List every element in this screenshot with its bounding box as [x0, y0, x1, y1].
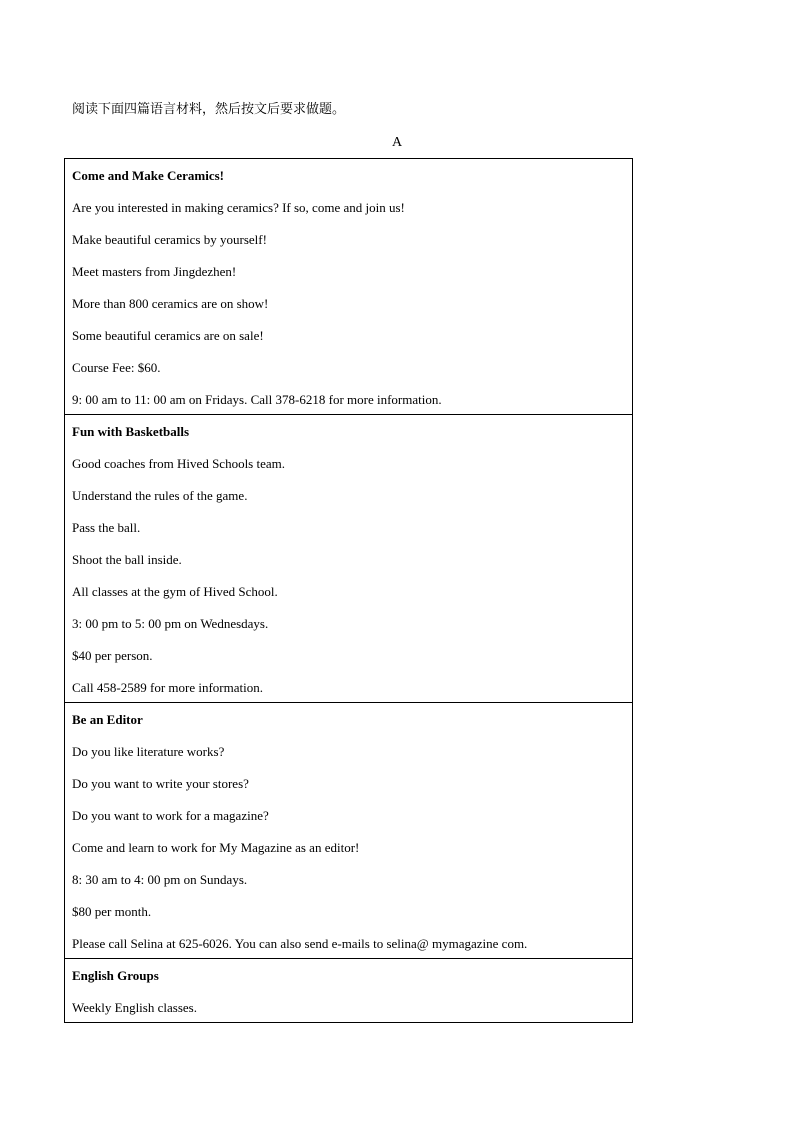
ad-title: Fun with Basketballs [72, 424, 190, 439]
ad-line: $80 per month. [72, 904, 152, 919]
ad-row [65, 159, 633, 415]
ad-line: Good coaches from Hived Schools team. [72, 456, 286, 471]
ad-line: More than 800 ceramics are on show! [72, 296, 269, 311]
ad-line: Do you like literature works? [72, 744, 225, 759]
ad-cell [65, 703, 633, 959]
ad-row [65, 703, 633, 959]
ad-line: Make beautiful ceramics by yourself! [72, 232, 267, 247]
ad-row [65, 959, 633, 1023]
ad-line: Some beautiful ceramics are on sale! [72, 328, 264, 343]
ad-line: 8: 30 am to 4: 00 pm on Sundays. [72, 872, 248, 887]
ad-line: $40 per person. [72, 648, 153, 663]
ad-title: Be an Editor [72, 712, 143, 727]
ad-line: Do you want to write your stores? [72, 776, 249, 791]
ads-table [64, 158, 633, 1023]
ad-line: Pass the ball. [72, 520, 141, 535]
ad-line: Do you want to work for a magazine? [72, 808, 269, 823]
ad-line: 3: 00 pm to 5: 00 pm on Wednesdays. [72, 616, 269, 631]
ad-line: Understand the rules of the game. [72, 488, 248, 503]
ads-table-body [65, 159, 633, 1023]
ad-cell [65, 159, 633, 415]
ad-line: Course Fee: $60. [72, 360, 161, 375]
ad-title: Come and Make Ceramics! [72, 168, 224, 183]
ad-line: Call 458-2589 for more information. [72, 680, 263, 695]
ad-line: Are you interested in making ceramics? If so, come and join us! [72, 200, 405, 215]
ad-line: Meet masters from Jingdezhen! [72, 264, 237, 279]
ad-line: Come and learn to work for My Magazine as an editor! [72, 840, 360, 855]
ad-line: Weekly English classes. [72, 1000, 197, 1015]
ad-line: Shoot the ball inside. [72, 552, 182, 567]
ad-line: All classes at the gym of Hived School. [72, 584, 278, 599]
ad-title: English Groups [72, 968, 159, 983]
instruction-text: 阅读下面四篇语言材料，然后按文后要求做题。 [72, 102, 346, 117]
ad-cell [65, 415, 633, 703]
ad-line: Please call Selina at 625-6026. You can also send e-mails to selina@ mymagazine com. [72, 936, 528, 951]
ad-line: 9: 00 am to 11: 00 am on Fridays. Call 378-6218 for more information. [72, 392, 442, 407]
ad-row [65, 415, 633, 703]
section-letter: A [391, 135, 403, 150]
ad-cell [65, 959, 633, 1023]
